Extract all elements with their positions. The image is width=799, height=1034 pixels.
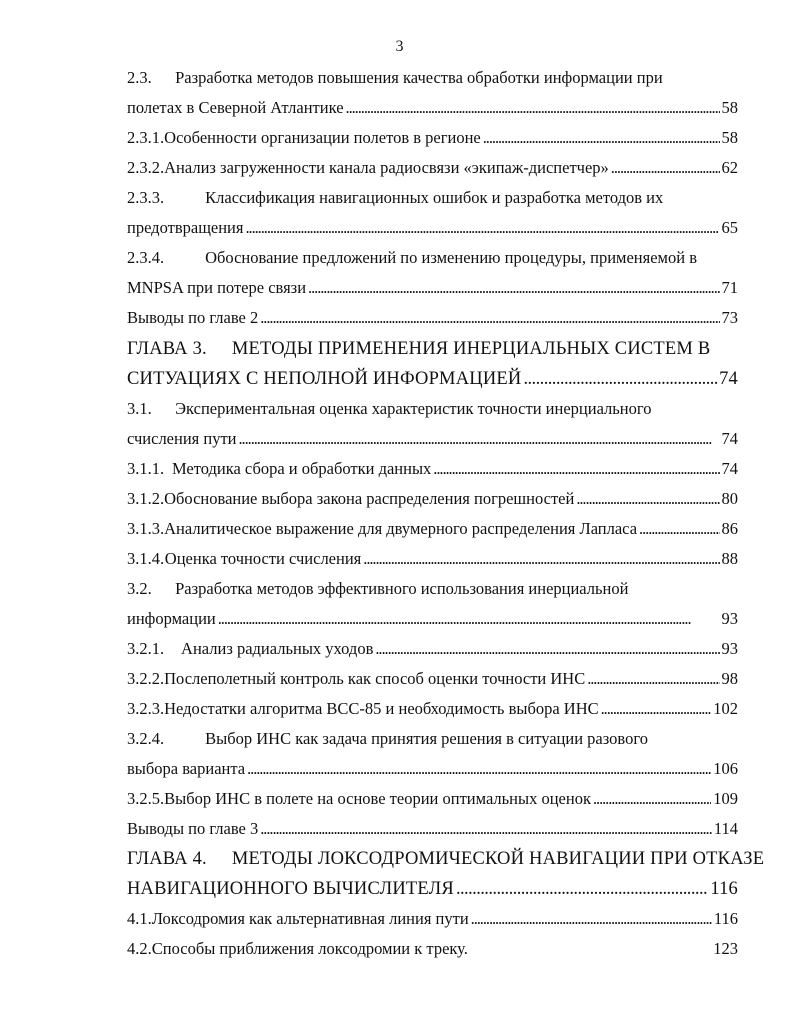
leader-dots bbox=[576, 487, 719, 511]
entry-number: 2.3. bbox=[127, 68, 152, 87]
toc-entry-3-1-4 bbox=[127, 547, 738, 571]
toc-entry-4-2 bbox=[127, 937, 738, 961]
toc-entry-3-1-first bbox=[127, 397, 738, 421]
leader-dots bbox=[611, 156, 720, 180]
entry-number: 2.3.1. bbox=[127, 128, 165, 147]
entry-page: 73 bbox=[721, 308, 738, 327]
entry-number: 3.1.3. bbox=[127, 519, 165, 538]
leader-dots bbox=[375, 637, 719, 661]
entry-number: 3.1.2. bbox=[127, 489, 165, 508]
entry-title: Выводы по главе 3 bbox=[127, 819, 259, 838]
toc-entry-2-3-4-cont bbox=[127, 276, 738, 300]
entry-number: 3.2.1. bbox=[127, 639, 165, 658]
toc-entry-3-1-3 bbox=[127, 517, 738, 541]
entry-title: Послеполетный контроль как способ оценки точности ИНС bbox=[164, 669, 586, 688]
toc-entry-3-1-2 bbox=[127, 487, 738, 511]
entry-page: 74 bbox=[719, 369, 738, 389]
entry-title-cont: предотвращения bbox=[127, 218, 244, 237]
leader-dots bbox=[433, 457, 719, 481]
entry-number: 3.1. bbox=[127, 399, 152, 418]
entry-title: Классификация навигационных ошибок и разработка методов их bbox=[205, 188, 664, 207]
entry-title-cont: информации bbox=[127, 609, 216, 628]
entry-title: Анализ радиальных уходов bbox=[181, 639, 374, 658]
entry-title: Экспериментальная оценка характеристик точности инерциального bbox=[175, 399, 652, 418]
entry-number: 2.3.3. bbox=[127, 188, 165, 207]
entry-title: Методика сбора и обработки данных bbox=[171, 459, 432, 478]
entry-number: 3.1.1. bbox=[127, 459, 165, 478]
entry-number: 3.2. bbox=[127, 579, 152, 598]
entry-page: 80 bbox=[721, 489, 738, 508]
toc-entry-3-2-first bbox=[127, 577, 738, 601]
entry-number: 4.1. bbox=[127, 909, 152, 928]
entry-number: 3.2.2. bbox=[127, 669, 165, 688]
entry-page: 106 bbox=[713, 759, 738, 778]
entry-title: Обоснование предложений по изменению процедуры, применяемой в bbox=[205, 248, 697, 267]
entry-number: 3.2.3. bbox=[127, 699, 165, 718]
leader-dots bbox=[247, 757, 711, 781]
toc-entry-3-2-3 bbox=[127, 697, 738, 721]
entry-page: 88 bbox=[721, 549, 738, 568]
toc-entry-2-3-cont bbox=[127, 96, 738, 120]
entry-page: 65 bbox=[721, 218, 738, 237]
toc-entry-conclusions-3 bbox=[127, 817, 738, 841]
entry-title: Недостатки алгоритма ВСС-85 и необходимость выбора ИНС bbox=[164, 699, 599, 718]
entry-title-cont: НАВИГАЦИОННОГО ВЫЧИСЛИТЕЛЯ bbox=[127, 879, 454, 899]
leader-dots bbox=[471, 907, 712, 931]
leader-dots bbox=[639, 517, 719, 541]
toc-entry-4-1 bbox=[127, 907, 738, 931]
entry-page: 93 bbox=[721, 639, 738, 658]
entry-title-cont: выбора варианта bbox=[127, 759, 246, 778]
entry-number: 2.3.2. bbox=[127, 158, 165, 177]
entry-page: 58 bbox=[721, 98, 738, 117]
toc-chapter-4-first bbox=[127, 847, 765, 871]
entry-number: ГЛАВА 3. bbox=[127, 339, 207, 359]
entry-title: Выбор ИНС в полете на основе теории оптимальных оценок bbox=[164, 789, 591, 808]
entry-page: 71 bbox=[721, 278, 738, 297]
toc-entry-3-2-2 bbox=[127, 667, 738, 691]
entry-title-cont: MNPSA при потере связи bbox=[127, 278, 307, 297]
entry-page: 86 bbox=[721, 519, 738, 538]
entry-page: 114 bbox=[713, 819, 738, 838]
toc-chapter-3-first bbox=[127, 337, 738, 361]
leader-dots bbox=[587, 667, 719, 691]
toc-entry-3-1-cont bbox=[127, 427, 738, 451]
toc-entry-conclusions-2 bbox=[127, 306, 738, 330]
leader-dots bbox=[523, 367, 717, 391]
entry-title: Выводы по главе 2 bbox=[127, 308, 259, 327]
entry-page: 74 bbox=[721, 459, 738, 478]
toc-chapter-3-cont bbox=[127, 367, 738, 391]
leader-dots bbox=[260, 306, 719, 330]
leader-dots bbox=[363, 547, 719, 571]
leader-dots bbox=[218, 607, 720, 631]
toc-entry-2-3-2 bbox=[127, 156, 738, 180]
entry-number: 3.1.4. bbox=[127, 549, 165, 568]
toc-entry-3-2-cont bbox=[127, 607, 738, 631]
entry-page: 93 bbox=[721, 609, 738, 628]
toc-entry-3-2-4-first bbox=[127, 727, 738, 751]
leader-dots bbox=[593, 787, 711, 811]
entry-title: Разработка методов эффективного использования инерциальной bbox=[175, 579, 629, 598]
toc-entry-2-3-3-first bbox=[127, 186, 738, 210]
toc-entry-2-3-first bbox=[127, 66, 738, 90]
toc-entry-3-2-4-cont bbox=[127, 757, 738, 781]
entry-page: 74 bbox=[721, 429, 738, 448]
leader-dots bbox=[346, 96, 720, 120]
entry-number: 4.2. bbox=[127, 939, 152, 958]
leader-dots bbox=[601, 697, 712, 721]
entry-title: Выбор ИНС как задача принятия решения в ситуации разового bbox=[205, 729, 648, 748]
entry-page: 58 bbox=[721, 128, 738, 147]
entry-title: Оценка точности счисления bbox=[164, 549, 362, 568]
entry-number: ГЛАВА 4. bbox=[127, 849, 207, 869]
toc-entry-3-1-1 bbox=[127, 457, 738, 481]
entry-number: 3.2.4. bbox=[127, 729, 165, 748]
entry-title: Особенности организации полетов в регионе bbox=[164, 128, 481, 147]
entry-title: Локсодромия как альтернативная линия пути bbox=[151, 909, 469, 928]
toc-entry-2-3-4-first bbox=[127, 246, 738, 270]
entry-page: 116 bbox=[710, 879, 738, 899]
entry-page: 116 bbox=[713, 909, 738, 928]
leader-dots bbox=[260, 817, 712, 841]
entry-title-cont: счисления пути bbox=[127, 429, 237, 448]
entry-page: 109 bbox=[713, 789, 738, 808]
entry-page: 123 bbox=[713, 939, 738, 958]
entry-title: Анализ загруженности канала радиосвязи «экипаж-диспетчер» bbox=[164, 158, 609, 177]
entry-page: 102 bbox=[713, 699, 738, 718]
entry-page: 62 bbox=[721, 158, 738, 177]
entry-title: Способы приближения локсодромии к треку. bbox=[151, 939, 468, 958]
entry-title: Обоснование выбора закона распределения погрешностей bbox=[164, 489, 575, 508]
entry-number: 3.2.5. bbox=[127, 789, 165, 808]
entry-title: Аналитическое выражение для двумерного распределения Лапласа bbox=[164, 519, 638, 538]
toc-entry-3-2-5 bbox=[127, 787, 738, 811]
toc-entry-2-3-3-cont bbox=[127, 216, 738, 240]
entry-title-cont: полетах в Северной Атлантике bbox=[127, 98, 344, 117]
entry-page: 98 bbox=[721, 669, 738, 688]
entry-title: Разработка методов повышения качества обработки информации при bbox=[175, 68, 663, 87]
toc-chapter-4-cont bbox=[127, 877, 738, 901]
entry-title: МЕТОДЫ ПРИМЕНЕНИЯ ИНЕРЦИАЛЬНЫХ СИСТЕМ В bbox=[231, 339, 711, 359]
toc-entry-3-2-1 bbox=[127, 637, 738, 661]
leader-dots bbox=[245, 216, 719, 240]
leader-dots bbox=[456, 877, 708, 901]
entry-title-cont: СИТУАЦИЯХ С НЕПОЛНОЙ ИНФОРМАЦИЕЙ bbox=[127, 369, 522, 389]
page-number: 3 bbox=[395, 38, 404, 55]
leader-dots bbox=[483, 126, 720, 150]
leader-dots bbox=[308, 276, 719, 300]
entry-title: МЕТОДЫ ЛОКСОДРОМИЧЕСКОЙ НАВИГАЦИИ ПРИ ОТКАЗЕ bbox=[231, 849, 765, 869]
toc-entry-2-3-1 bbox=[127, 126, 738, 150]
leader-dots bbox=[239, 427, 720, 451]
entry-number: 2.3.4. bbox=[127, 248, 165, 267]
